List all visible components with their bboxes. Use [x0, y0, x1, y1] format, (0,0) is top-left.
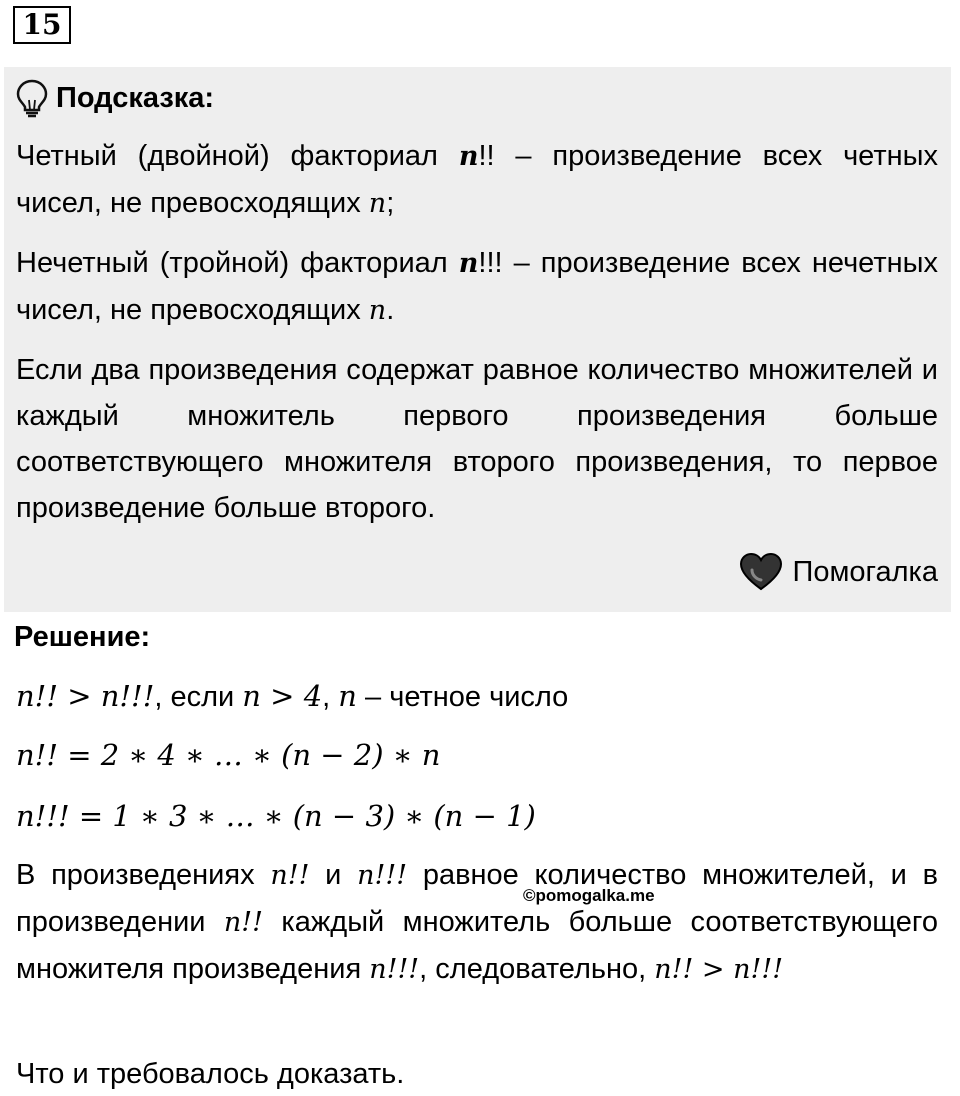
hint-title: Подсказка: [56, 81, 215, 114]
brand-name: Помогалка [792, 555, 938, 588]
watermark: ©pomogalka.me [523, 886, 655, 905]
hint-paragraph-3: Если два произведения содержат равное количество множителей и каждый множитель первого произведения больше соответствующего множителя второго произведения, то первое произведение больше второго. [16, 354, 938, 524]
conclusion: Что и требовалось доказать. [16, 1058, 405, 1090]
task-number: 15 [13, 6, 71, 44]
brand-signature [739, 552, 938, 592]
solution-title: Решение: [14, 621, 151, 653]
hint-paragraph-1: Четный (двойной) факториал n!! – произведение всех четных чисел, не превосходящих n; [16, 140, 938, 219]
solution-line-1: n!! > n!!!, если n > 4, n – четное число [16, 679, 569, 713]
lightbulb-icon [14, 78, 50, 118]
solution-line-2: n!! = 2 ∗ 4 ∗ … ∗ (n − 2) ∗ n [16, 738, 441, 772]
hint-paragraph-2: Нечетный (тройной) факториал n!!! – произведение всех нечетных чисел, не превосходящих n. [16, 247, 938, 326]
solution-line-3: n!!! = 1 ∗ 3 ∗ … ∗ (n − 3) ∗ (n − 1) [16, 799, 536, 833]
solution-paragraph: В произведениях n!! и n!!! равное количество множителей, и в произведении n!! каждый множитель больше соответствующего множителя произведения n!!!, следовательно, n!! > n!!! [16, 859, 939, 985]
hint-header [14, 78, 214, 118]
heart-icon [739, 553, 793, 591]
